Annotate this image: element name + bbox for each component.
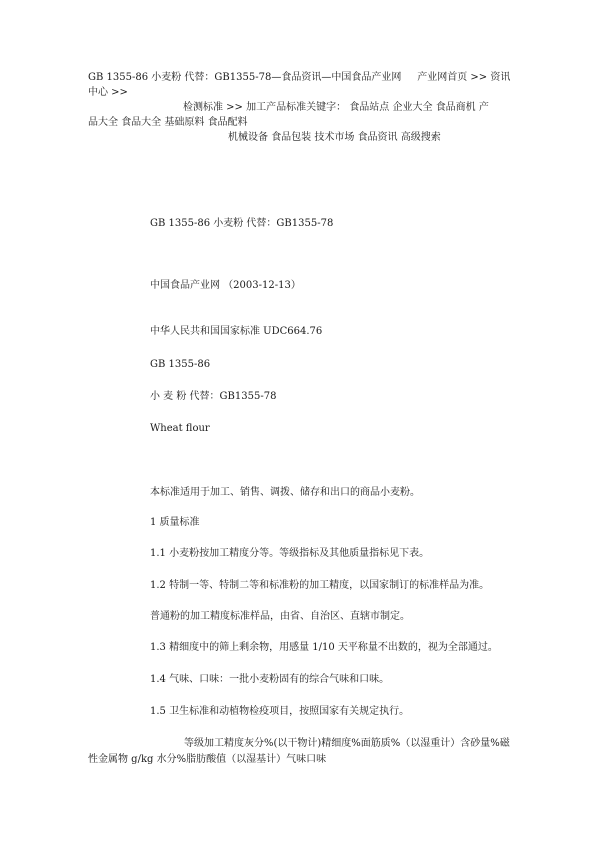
doc-source: 中国食品产业网 （2003-12-13）: [150, 280, 301, 291]
header-row-1: [88, 70, 528, 85]
clause-1-2-continued: 普通粉的加工精度标准样品，由省、自治区、直辖市制定。: [150, 611, 410, 622]
keyword-packaging-link[interactable]: 食品包装: [271, 132, 312, 143]
header-row-4: [88, 115, 528, 130]
nav-news-link[interactable]: 资讯: [490, 72, 511, 83]
keyword-market-link[interactable]: 技术市场: [314, 132, 355, 143]
breadcrumb-tail: 中心 >>: [88, 87, 128, 98]
header-title: GB 1355-86 小麦粉 代替：GB1355-78—食品资讯—中国食品产业网: [88, 72, 402, 83]
clause-1-3: 1.3 精细度中的筛上剩余物，用感量 1/10 天平称量不出数的，视为全部通过。: [150, 642, 498, 653]
keyword-news-link[interactable]: 食品资讯: [357, 132, 398, 143]
advanced-search-link[interactable]: 高级搜索: [400, 132, 441, 143]
page-header: [88, 70, 528, 145]
clause-1-5: 1.5 卫生标准和动植物检疫项目，按照国家有关规定执行。: [150, 706, 410, 717]
clause-1-1: 1.1 小麦粉按加工精度分等。等级指标及其他质量指标见下表。: [150, 548, 430, 559]
table-header-line-1: 等级加工精度灰分%(以干物计)精细度%面筋质%（以湿重计）含砂量%磁: [184, 738, 510, 749]
header-row-5: [88, 130, 528, 145]
keyword-food-link[interactable]: 食品大全: [121, 117, 162, 128]
keyword-raw-material-link[interactable]: 基础原料: [164, 117, 205, 128]
keyword-product-link-a[interactable]: 产: [478, 102, 489, 113]
keyword-machine-link[interactable]: 机械设备: [228, 132, 268, 143]
national-standard-line: 中华人民共和国国家标准 UDC664.76: [150, 326, 323, 337]
english-name: Wheat flour: [150, 423, 210, 434]
scope-paragraph: 本标准适用于加工、销售、调拨、储存和出口的商品小麦粉。: [150, 487, 420, 498]
keyword-additive-link[interactable]: 食品配料: [207, 117, 248, 128]
header-row-2: [88, 85, 528, 100]
clause-1-2: 1.2 特制一等、特制二等和标准粉的加工精度，以国家制订的标准样品为准。: [150, 580, 490, 591]
breadcrumb-separator: >>: [470, 72, 488, 83]
keyword-site-link[interactable]: 食品站点: [349, 102, 390, 113]
standard-name: 小 麦 粉 代替：GB1355-78: [150, 391, 277, 402]
table-header-line-2: 性金属物 g/kg 水分%脂肪酸值（以湿基计）气味口味: [88, 754, 327, 765]
doc-title: GB 1355-86 小麦粉 代替：GB1355-78: [150, 218, 334, 229]
nav-home-link[interactable]: 产业网首页: [417, 72, 468, 83]
keyword-enterprise-link[interactable]: 企业大全: [392, 102, 433, 113]
clause-1-4: 1.4 气味、口味：一批小麦粉固有的综合气味和口味。: [150, 674, 390, 685]
standard-number: GB 1355-86: [150, 359, 211, 370]
header-row-3: [88, 100, 528, 115]
breadcrumb-category: 检测标准 >> 加工产品标准关键字：: [183, 102, 347, 113]
section-1-heading: 1 质量标准: [150, 517, 200, 528]
keyword-product-link-b[interactable]: 品大全: [88, 117, 118, 128]
keyword-merchant-link[interactable]: 食品商机: [435, 102, 476, 113]
